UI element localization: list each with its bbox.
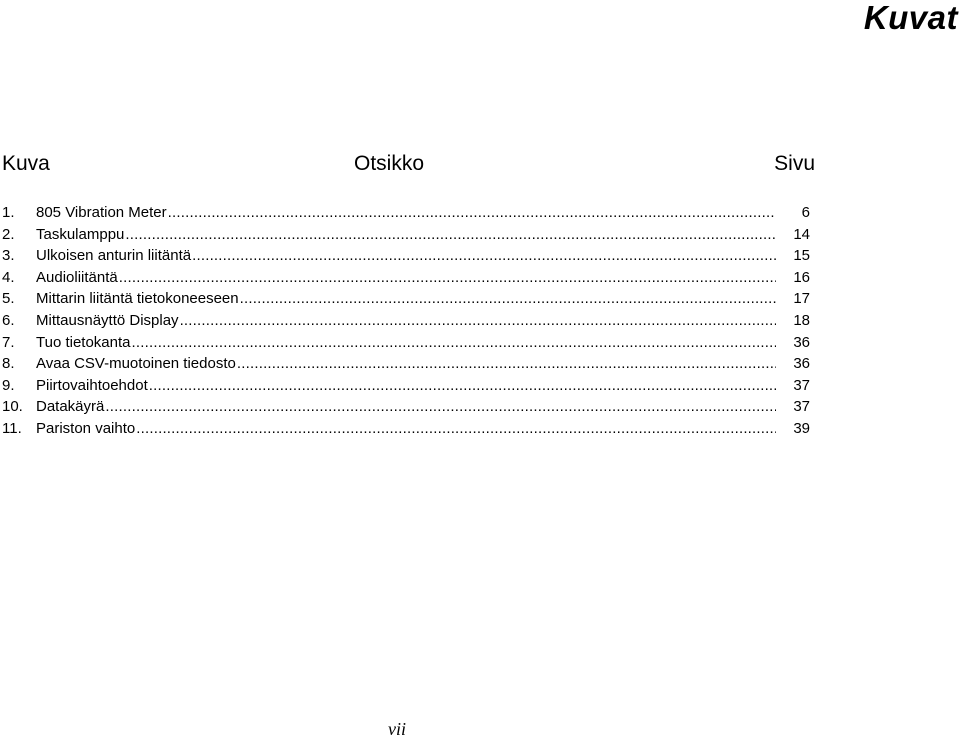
column-header-figure: Kuva — [2, 152, 50, 175]
figure-entry[interactable] — [2, 224, 810, 246]
figure-number: 2. — [2, 225, 15, 243]
dot-leader — [168, 202, 776, 224]
dot-leader — [119, 267, 776, 289]
figure-number: 1. — [2, 204, 15, 221]
figure-title[interactable]: Taskulamppu — [36, 225, 125, 243]
figure-page[interactable]: 37 — [793, 398, 810, 416]
column-header-title: Otsikko — [354, 152, 425, 175]
dot-leader — [136, 418, 776, 440]
figure-title[interactable]: Datakäyrä — [36, 398, 105, 416]
figure-title[interactable]: Mittausnäyttö Display — [36, 311, 179, 329]
figure-number: 4. — [2, 268, 15, 286]
dot-leader — [237, 353, 776, 375]
page-heading: Kuvat — [863, 0, 958, 36]
figure-title[interactable]: Pariston vaihto — [36, 419, 136, 437]
figure-number: 10. — [2, 398, 23, 416]
figure-page[interactable]: 18 — [793, 311, 810, 329]
figure-entry[interactable] — [2, 418, 810, 440]
figure-entry[interactable] — [2, 396, 810, 418]
figure-page[interactable]: 17 — [793, 290, 810, 308]
figure-number: 11. — [2, 419, 22, 437]
column-headers — [2, 151, 815, 177]
dot-leader — [192, 245, 776, 267]
figure-number: 8. — [2, 355, 15, 373]
figure-title[interactable]: Ulkoisen anturin liitäntä — [36, 247, 192, 265]
figure-entry[interactable] — [2, 202, 810, 224]
dot-leader — [149, 375, 776, 397]
figure-page[interactable]: 14 — [793, 225, 810, 243]
figure-title[interactable]: 805 Vibration Meter — [36, 204, 167, 221]
page-number: vii — [388, 719, 406, 739]
figure-entry[interactable] — [2, 310, 810, 332]
figure-title[interactable]: Piirtovaihtoehdot — [36, 376, 148, 394]
figure-entry[interactable] — [2, 375, 810, 397]
figure-title[interactable]: Avaa CSV-muotoinen tiedosto — [36, 355, 236, 373]
figure-number: 3. — [2, 247, 15, 265]
figure-title[interactable]: Mittarin liitäntä tietokoneeseen — [36, 290, 239, 308]
column-header-page: Sivu — [774, 152, 815, 175]
figure-number: 9. — [2, 376, 15, 394]
figure-page[interactable]: 39 — [793, 419, 810, 437]
dot-leader — [125, 224, 776, 246]
dot-leader — [240, 288, 776, 310]
figure-entry[interactable] — [2, 245, 810, 267]
dot-leader — [180, 310, 776, 332]
figure-page[interactable]: 16 — [793, 268, 810, 286]
figure-page[interactable]: 15 — [793, 247, 810, 265]
figure-entry[interactable] — [2, 332, 810, 354]
figure-entry[interactable] — [2, 288, 810, 310]
figure-title[interactable]: Audioliitäntä — [36, 268, 118, 286]
figure-number: 5. — [2, 290, 15, 308]
figure-title[interactable]: Tuo tietokanta — [36, 333, 131, 351]
figure-page[interactable]: 36 — [793, 333, 810, 351]
dot-leader — [132, 332, 776, 354]
figure-number: 6. — [2, 311, 15, 329]
figure-entry[interactable] — [2, 267, 810, 289]
figure-list — [2, 202, 810, 440]
figure-page[interactable]: 36 — [793, 355, 810, 373]
figure-number: 7. — [2, 333, 15, 351]
figure-page[interactable]: 37 — [793, 376, 810, 394]
dot-leader — [105, 396, 776, 418]
figure-page[interactable]: 6 — [801, 204, 810, 221]
figure-entry[interactable] — [2, 353, 810, 375]
